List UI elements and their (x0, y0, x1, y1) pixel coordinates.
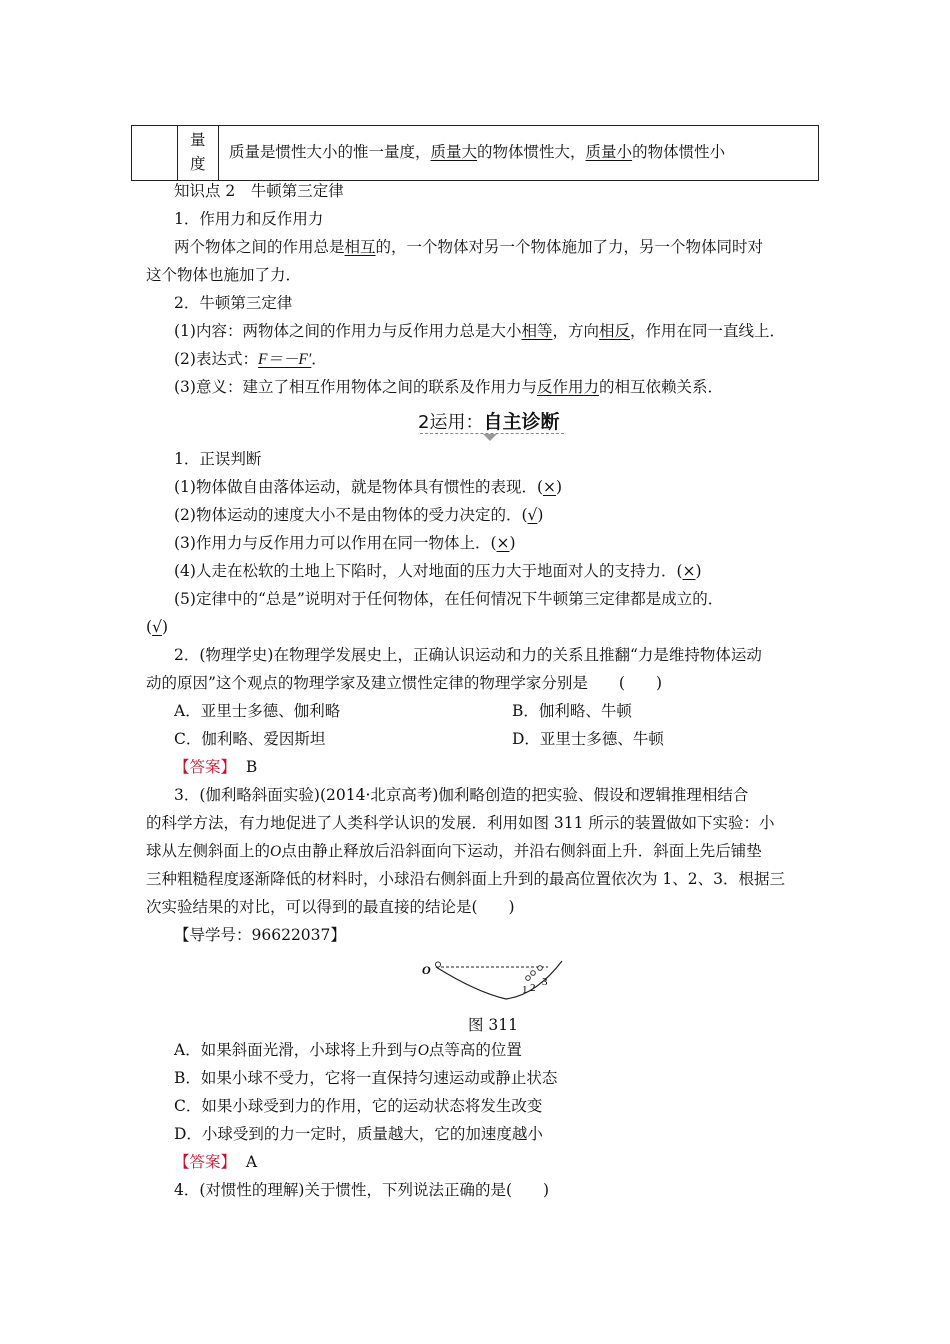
option-d: D．小球受到的力一定时，质量越大，它的加速度越小 (174, 1125, 543, 1143)
judgement-item: (4)人走在松软的土地上下陷时，人对地面的压力大于地面对人的支持力．(×) (174, 562, 702, 580)
judgement-mark: √ (152, 618, 162, 636)
table-text: 的物体惯性大， (477, 143, 586, 161)
incline-figure (416, 957, 566, 1007)
table-label-top: 量 (190, 131, 206, 149)
question-stem: 球从左侧斜面上的O点由静止释放后沿斜面向下运动，并沿右侧斜面上升．斜面上先后铺垫 (146, 842, 762, 860)
table-cell-empty (132, 126, 178, 180)
banner-arrow-icon (483, 434, 497, 441)
table-text: 的物体惯性小 (632, 143, 726, 161)
judgement-item: (2)物体运动的速度大小不是由物体的受力决定的．(√) (174, 506, 544, 524)
label-3: 3 (542, 976, 548, 988)
question-stem: 动的原因”这个观点的物理学家及建立惯性定律的物理学家分别是 ( ) (146, 674, 663, 692)
mass-measure-table (131, 125, 819, 181)
question-stem: 的科学方法，有力地促进了人类科学认识的发展．利用如图 311 所示的装置做如下实验：小 (146, 814, 775, 832)
paragraph-line: 这个物体也施加了力． (146, 266, 302, 284)
table-label-bottom: 度 (190, 155, 206, 173)
ball-pos-3 (538, 966, 543, 971)
judgement-mark: × (496, 534, 510, 552)
section-banner (418, 405, 566, 439)
banner-title: 自主诊断 (483, 411, 560, 433)
label-2: 2 (530, 982, 536, 994)
label-o: O (422, 963, 431, 977)
option-b: B．伽利略、牛顿 (512, 702, 632, 720)
ball-pos-2 (531, 971, 536, 976)
option-c: C．伽利略、爱因斯坦 (174, 730, 326, 748)
ball-start (435, 962, 440, 967)
option-c: C．如果小球受到力的作用，它的运动状态将发生改变 (174, 1097, 543, 1115)
paragraph-line: (1)内容：两物体之间的作用力与反作用力总是大小相等，方向相反，作用在同一直线上． (174, 322, 786, 340)
blank-answer: 质量大 (430, 143, 478, 161)
option-d: D．亚里士多德、牛顿 (512, 730, 664, 748)
question-title: 1．正误判断 (174, 450, 262, 468)
figure-caption: 图 311 (468, 1016, 519, 1034)
section-heading: 知识点 2 牛顿第三定律 (174, 182, 344, 200)
judgement-item: (3)作用力与反作用力可以作用在同一物体上．(×) (174, 534, 516, 552)
answer-value: B (245, 758, 258, 776)
answer-label: 【答案】 (174, 758, 237, 776)
option-a: A．如果斜面光滑，小球将上升到与O点等高的位置 (174, 1041, 522, 1059)
judgement-item: (5)定律中的“总是”说明对于任何物体，在任何情况下牛顿第三定律都是成立的． (174, 590, 724, 608)
table-cell-label (178, 126, 219, 180)
answer-line (174, 1151, 257, 1173)
paragraph-line: (3)意义：建立了相互作用物体之间的联系及作用力与反作用力的相互依赖关系． (174, 378, 723, 396)
question-stem: 2．(物理学史)在物理学发展史上，正确认识运动和力的关系且推翻“力是维持物体运动 (174, 646, 762, 664)
judgement-item: (1)物体做自由落体运动，就是物体具有惯性的表现．(×) (174, 478, 563, 496)
question-stem: 三种粗糙程度逐渐降低的材料时，小球沿右侧斜面上升到的最高位置依次为 1、2、3．根据三 (146, 870, 786, 888)
question-stem: 4．(对惯性的理解)关于惯性，下列说法正确的是( ) (174, 1181, 550, 1199)
question-stem: 3．(伽利略斜面实验)(2014·北京高考)伽利略创造的把实验、假设和逻辑推理相结合 (174, 786, 749, 804)
option-b: B．如果小球不受力，它将一直保持匀速运动或静止状态 (174, 1069, 558, 1087)
ball-pos-1 (526, 976, 531, 981)
banner-prefix: 2运用： (418, 412, 484, 433)
blank-answer: 相等 (521, 322, 553, 340)
option-a: A．亚里士多德、伽利略 (174, 702, 341, 720)
answer-line (174, 756, 257, 778)
judgement-mark: √ (527, 506, 538, 524)
blank-answer: 相互 (344, 238, 376, 256)
question-stem: 次实验结果的对比，可以得到的最直接的结论是( ) (146, 898, 515, 916)
table-cell-text (229, 140, 725, 162)
item-title: 1．作用力和反作用力 (174, 210, 324, 228)
blank-answer: 反作用力 (536, 378, 599, 396)
blank-answer: 质量小 (585, 143, 633, 161)
paragraph-line: (2)表达式：F＝－F′． (174, 350, 327, 368)
label-1: 1 (522, 984, 528, 996)
formula-answer: F＝－F′ (257, 351, 312, 368)
judgement-mark: × (543, 478, 557, 496)
judgement-mark-line: (√) (146, 618, 169, 636)
blank-answer: 相反 (599, 322, 631, 340)
answer-label: 【答案】 (174, 1153, 237, 1171)
item-title: 2．牛顿第三定律 (174, 294, 293, 312)
table-text: 质量是惯性大小的惟一量度， (229, 143, 431, 161)
judgement-mark: × (682, 562, 696, 580)
guide-number: 【导学号：96622037】 (174, 926, 346, 944)
answer-value: A (245, 1153, 258, 1171)
paragraph-line: 两个物体之间的作用总是相互的，一个物体对另一个物体施加了力，另一个物体同时对 (174, 238, 764, 256)
